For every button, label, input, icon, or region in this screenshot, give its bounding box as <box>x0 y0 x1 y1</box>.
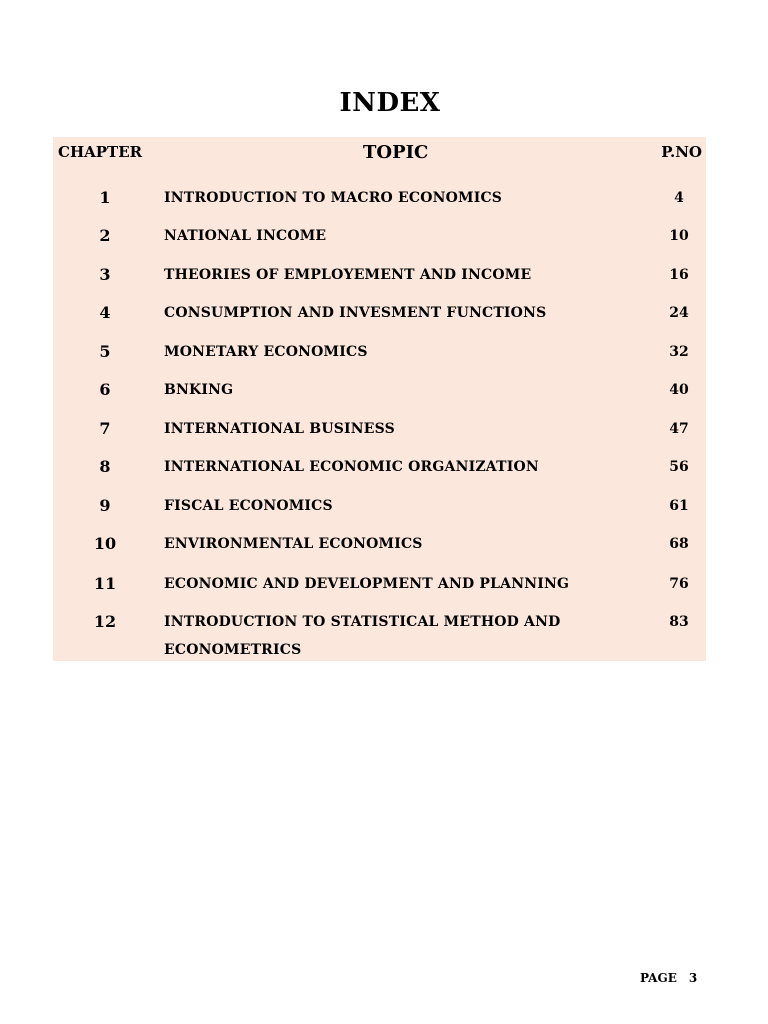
table-row <box>53 574 706 600</box>
table-row <box>53 265 706 291</box>
chapter-page: 10 <box>669 228 689 244</box>
chapter-topic: ENVIRONMENTAL ECONOMICS <box>164 536 423 552</box>
table-row <box>53 342 706 368</box>
chapter-topic: INTERNATIONAL BUSINESS <box>164 421 395 437</box>
table-row <box>53 612 706 658</box>
chapter-number: 12 <box>93 612 117 631</box>
chapter-number: 6 <box>99 380 111 399</box>
table-row <box>53 188 706 214</box>
chapter-number: 2 <box>99 226 111 245</box>
header-topic: TOPIC <box>363 142 429 163</box>
chapter-page: 24 <box>669 305 689 321</box>
header-page-number: P.NO <box>661 143 702 161</box>
chapter-topic: MONETARY ECONOMICS <box>164 344 368 360</box>
chapter-topic: CONSUMPTION AND INVESMENT FUNCTIONS <box>164 305 547 321</box>
chapter-number: 1 <box>99 188 111 207</box>
chapter-page: 4 <box>674 190 684 206</box>
chapter-page: 16 <box>669 267 689 283</box>
chapter-page: 61 <box>669 498 689 514</box>
chapter-number: 7 <box>99 419 111 438</box>
page-label: PAGE <box>640 971 677 985</box>
table-row <box>53 534 706 560</box>
chapter-number: 3 <box>99 265 111 284</box>
page-number: 3 <box>688 971 698 985</box>
chapter-number: 9 <box>99 496 111 515</box>
chapter-topic: ECONOMIC AND DEVELOPMENT AND PLANNING <box>164 576 570 592</box>
table-row <box>53 419 706 445</box>
chapter-number: 5 <box>99 342 111 361</box>
chapter-page: 68 <box>669 536 689 552</box>
chapter-topic: NATIONAL INCOME <box>164 228 327 244</box>
chapter-number: 10 <box>93 534 117 553</box>
chapter-topic: INTERNATIONAL ECONOMIC ORGANIZATION <box>164 459 539 475</box>
table-row <box>53 496 706 522</box>
chapter-number: 8 <box>99 457 111 476</box>
table-row <box>53 457 706 483</box>
table-row <box>53 226 706 252</box>
chapter-page: 56 <box>669 459 689 475</box>
page-title: INDEX <box>339 88 441 118</box>
chapter-topic: BNKING <box>164 382 234 398</box>
table-row <box>53 380 706 406</box>
chapter-page: 40 <box>669 382 689 398</box>
chapter-page: 32 <box>669 344 689 360</box>
chapter-topic: INTRODUCTION TO MACRO ECONOMICS <box>164 190 503 206</box>
chapter-topic: FISCAL ECONOMICS <box>164 498 333 514</box>
table-row <box>53 303 706 329</box>
chapter-page: 47 <box>669 421 689 437</box>
chapter-number: 11 <box>93 574 117 593</box>
chapter-page: 76 <box>669 576 689 592</box>
page-footer <box>640 971 697 985</box>
chapter-page: 83 <box>669 614 689 630</box>
chapter-topic: INTRODUCTION TO STATISTICAL METHOD AND ECONOMETRICS <box>164 614 561 658</box>
chapter-topic: THEORIES OF EMPLOYEMENT AND INCOME <box>164 267 532 283</box>
chapter-number: 4 <box>99 303 111 322</box>
header-chapter: CHAPTER <box>58 143 143 161</box>
index-table <box>53 137 706 661</box>
